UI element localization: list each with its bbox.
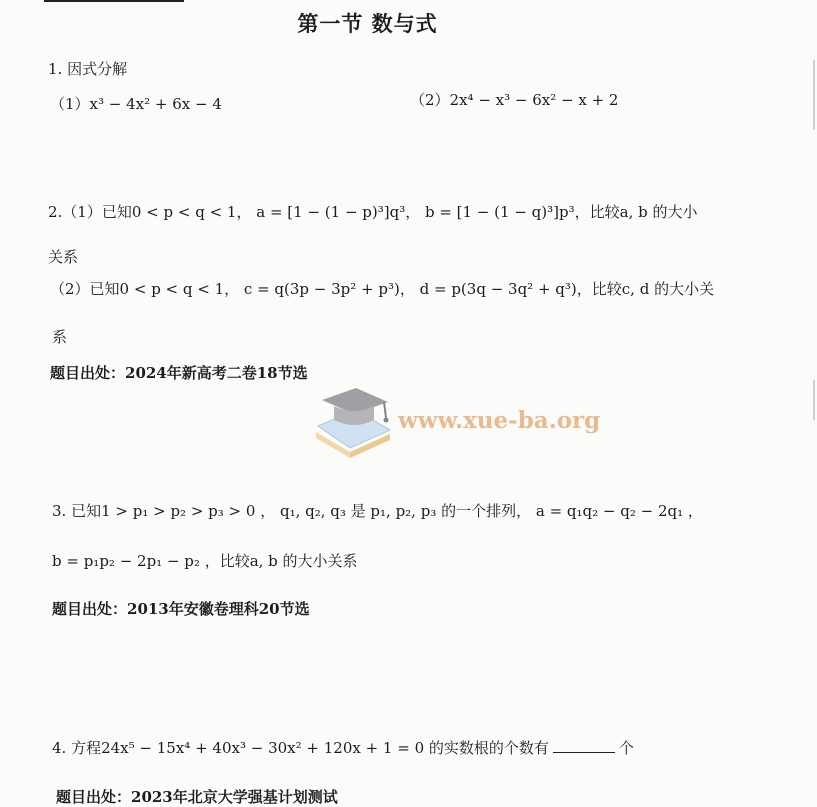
scan-edge-mark — [813, 60, 815, 130]
q2-line1-cont: 关系 — [48, 248, 79, 266]
q3-line1: 3. 已知1 > p₁ > p₂ > p₃ > 0 ， q₁, q₂, q₃ 是 p₁, p₂, p₃ 的一个排列， a = q₁q₂ − q₂ − 2q₁ ， — [52, 502, 703, 520]
q2-line2: （2）已知0 < p < q < 1， c = q(3p − 3p² + p³)， d = p(3q − 3q² + q³)，比较c, d 的大小关 — [50, 280, 715, 298]
q1-heading: 1. 因式分解 — [48, 60, 128, 78]
q1-part2: （2）2x⁴ − x³ − 6x² − x + 2 — [410, 91, 619, 109]
q2-line2-cont: 系 — [52, 328, 68, 346]
top-rule — [44, 0, 184, 2]
q4-source-cut: 题目出处：2023年北京大学强基计划测试 — [56, 788, 338, 806]
answer-blank — [553, 738, 615, 753]
scan-edge-mark — [813, 380, 815, 420]
q2-line1: 2.（1）已知0 < p < q < 1， a = [1 − (1 − p)³]q³， b = [1 − (1 − q)³]p³，比较a, b 的大小 — [48, 203, 698, 221]
q4-question — [52, 737, 634, 758]
q3-source: 题目出处：2013年安徽卷理科20节选 — [52, 600, 310, 618]
watermark-text: www.xue-ba.org — [398, 407, 601, 434]
q2-source: 题目出处：2024年新高考二卷18节选 — [50, 364, 308, 382]
q1-part1: （1）x³ − 4x² + 6x − 4 — [50, 95, 222, 113]
q3-line2: b = p₁p₂ − 2p₁ − p₂ ，比较a, b 的大小关系 — [52, 552, 358, 570]
page-title: 第一节 数与式 — [297, 11, 438, 36]
graduation-cap-icon — [312, 386, 394, 462]
q4-unit: 个 — [618, 739, 634, 757]
q4-text: 4. 方程24x⁵ − 15x⁴ + 40x³ − 30x² + 120x + 1 = 0 的实数根的个数有 — [52, 739, 549, 757]
